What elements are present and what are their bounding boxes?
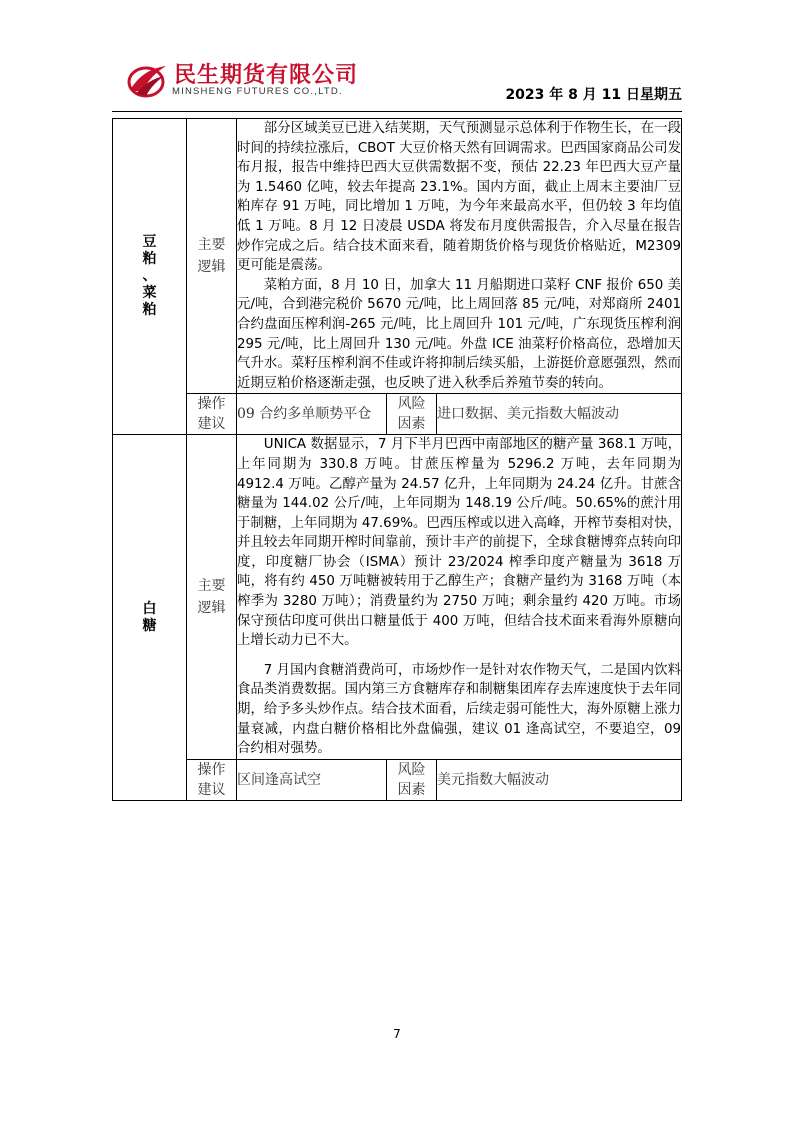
- minsheng-logo-icon: [126, 60, 168, 100]
- risk-value: 进口数据、美元指数大幅波动: [437, 394, 682, 435]
- report-date: 2023 年 8 月 11 日星期五: [505, 87, 682, 103]
- logic-text: [237, 435, 682, 760]
- logic-label: [187, 119, 237, 394]
- logic-paragraph: 7 月国内食糖消费尚可，市场炒作一是针对农作物天气，二是国内饮料食品类消费数据。国内第三方食糖库存和制糖集团库存去库速度快于去年同期，给予多头炒作点。结合技术面看，后续走弱可能性大，海外原糖上涨力量衰减，内盘白糖价格相比外盘偏强，建议 01 逢高试空，不要追空，09 合约相对强势。: [237, 662, 681, 757]
- category-char: 白: [142, 600, 157, 617]
- category-label: [143, 234, 157, 319]
- logic-paragraph: UNICA 数据显示，7 月下半月巴西中南部地区的糖产量 368.1 万吨，上年同期为 330.8 万吨。甘蔗压榨量为 5296.2 万吨，去年同期为 4912.4 万吨。乙醇产量为 24.57 亿升，上年同期为 24.24 亿升。甘蔗含糖量为 144.02 公斤/吨，上年同期为 148.19 公斤/吨。50.65%的蔗汁用于制糖，上年同期为 47.69%。巴西压榨或以进入高峰，开榨节奏相对快，并且较去年同期开榨时间靠前，预计丰产的前提下，全球食糖博弈点转向印度，印度糖厂协会（ISMA）预计 23/2024 榨季印度产糖量为 3618 万吨，将有约 450 万吨糖被转用于乙醇生产；食糖产量约为 3168 万吨（本榨季为 3280 万吨）；消费量约为 2750 万吨；剩余量约 420 万吨。市场保守预估印度可供出口糖量低于 400 万吨，但结合技术面来看海外原糖向上增长动力已不大。: [237, 437, 681, 649]
- op-value: 区间逢高试空: [237, 759, 387, 800]
- commodity-table: [112, 118, 682, 801]
- category-cell: [113, 119, 187, 435]
- section-row-sugar-logic: [113, 435, 682, 760]
- category-char: 糖: [142, 617, 157, 634]
- logic-label: [187, 435, 237, 760]
- category-char: 粕: [142, 302, 157, 319]
- op-label: [187, 394, 237, 435]
- op-label-text: 操作建议: [197, 761, 226, 798]
- category-cell: [113, 435, 187, 801]
- category-char: 豆: [142, 234, 157, 251]
- page-number: 7: [393, 1027, 401, 1041]
- logic-label-text: 主要逻辑: [197, 578, 226, 617]
- op-value: 09 合约多单顺势平仓: [237, 394, 387, 435]
- risk-label: [387, 759, 437, 800]
- op-label-text: 操作建议: [197, 396, 226, 433]
- section-row-meal-logic: [113, 119, 682, 394]
- section-row-sugar-op: [113, 759, 682, 800]
- company-logo: [126, 58, 386, 102]
- category-char: 粕: [142, 251, 157, 268]
- risk-label: [387, 394, 437, 435]
- risk-value: 美元指数大幅波动: [437, 759, 682, 800]
- category-char: 、: [142, 268, 157, 285]
- logic-paragraph: 部分区域美豆已进入结荚期，天气预测显示总体利于作物生长，在一段时间的持续拉涨后，CBOT 大豆价格天然有回调需求。巴西国家商品公司发布月报，报告中维持巴西大豆供需数据不变，预估 22.23 年巴西大豆产量为 1.5460 亿吨，较去年提高 23.1%。国内方面，截止上周末主要油厂豆粕库存 91 万吨，同比增加 1 万吨，为今年来最高水平，但仍较 3 年均值低 1 万吨。8 月 12 日凌晨 USDA 将发布月度供需报告，介入尽量在报告炒作完成之后。结合技术面来看，随着期货价格与现货价格贴近，M2309 更可能是震荡。: [237, 121, 681, 274]
- risk-label-text: 风险因素: [397, 396, 426, 433]
- company-name-cn: 民生期货有限公司: [174, 63, 359, 88]
- logic-paragraph: 菜粕方面，8 月 10 日，加拿大 11 月船期进口菜籽 CNF 报价 650 美元/吨，合到港完税价 5670 元/吨，比上周回落 85 元/吨，对郑商所 2401 合约盘面压榨利润-265 元/吨，比上周回升 101 元/吨，广东现货压榨利润 295 元/吨，比上周回升 130 元/吨。外盘 ICE 油菜籽价格高位，恐增加天气升水。菜籽压榨利润不佳或许将抑制后续买船，上游挺价意愿强烈，然而近期豆粕价格逐渐走强，也反映了进入秋季后养殖节奏的转向。: [237, 277, 681, 391]
- logic-label-text: 主要逻辑: [197, 237, 226, 276]
- category-label: [143, 601, 157, 635]
- header-divider: [112, 111, 682, 112]
- risk-label-text: 风险因素: [397, 761, 426, 798]
- op-label: [187, 759, 237, 800]
- section-row-meal-op: [113, 394, 682, 435]
- logic-text: [237, 119, 682, 394]
- page-header: [112, 58, 682, 108]
- company-name-en: MINSHENG FUTURES CO.,LTD.: [172, 86, 343, 97]
- category-char: 菜: [142, 285, 157, 302]
